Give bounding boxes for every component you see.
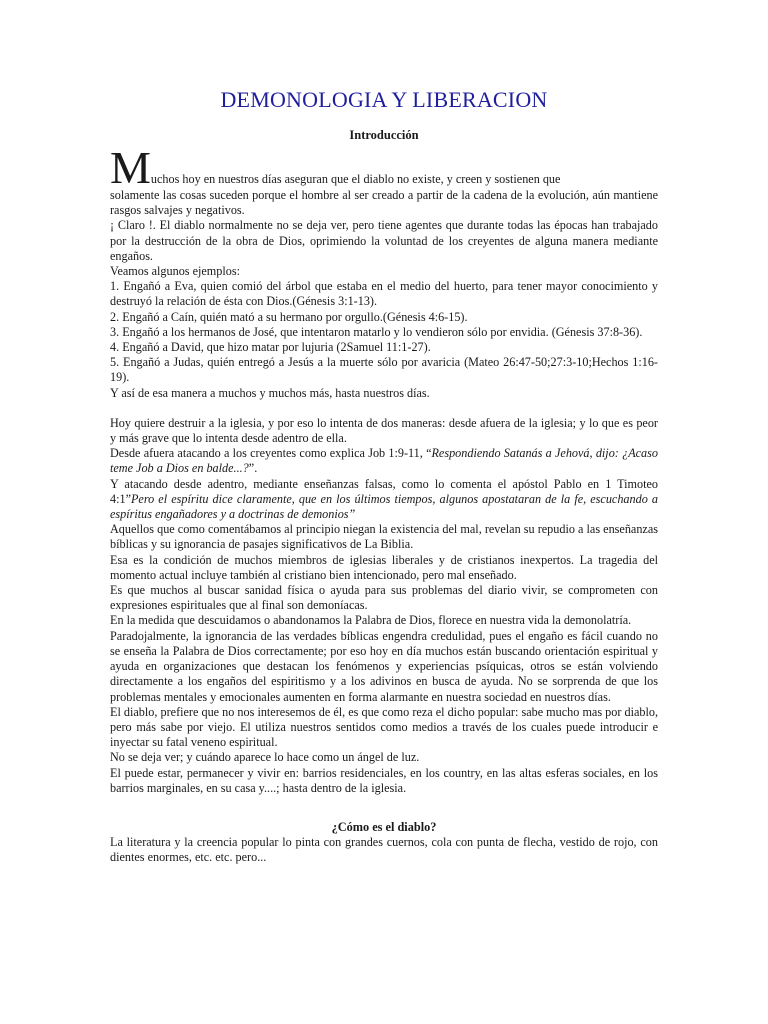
paragraph: El puede estar, permanecer y vivir en: barrios residenciales, en los country, en las altas esferas sociales, en los barrios marginales, en su casa y....; hasta dentro de la iglesia.	[110, 765, 658, 795]
drop-cap: M	[110, 142, 151, 193]
list-item: 3. Engañó a los hermanos de José, que intentaron matarlo y lo vendieron sólo por envidia. (Génesis 37:8-36).	[110, 324, 643, 339]
section-heading-como-es-el-diablo: ¿Cómo es el diablo?	[331, 819, 437, 834]
paragraph: ¡ Claro !. El diablo normalmente no se deja ver, pero tiene agentes que durante todas las épocas han trabajado por la destrucción de la obra de Dios, oprimiendo la voluntad de los creyentes de alguna manera mediante engaños.	[110, 218, 658, 263]
paragraph: Hoy quiere destruir a la iglesia, y por eso lo intenta de dos maneras: desde afuera de la iglesia; y lo que es peor y más grave que lo intenta desde adentro de ella.	[110, 415, 658, 446]
paragraph: No se deja ver; y cuándo aparece lo hace como un ángel de luz.	[110, 750, 420, 765]
quote-job: Respondiendo Satanás a Jehová, dijo: ¿Acaso teme Job a Dios en balde...?	[110, 446, 658, 476]
paragraph-timoteo-quote: Y atacando desde adentro, mediante enseñanzas falsas, como lo comenta el apóstol Pablo en 1 Timoteo 4:1”Pero el espíritu dice claramente, que en los últimos tiempos, algunos apostataran de la fe, escuchando a espíritus engañadores y a doctrinas de demonios”	[110, 476, 658, 522]
quote-timoteo: Pero el espíritu dice claramente, que en los últimos tiempos, algunos apostataran de la fe, escuchando a espíritus engañadores y a doctrinas de demonios”	[110, 491, 658, 522]
paragraph-job-quote: Desde afuera atacando a los creyentes como explica Job 1:9-11, “Respondiendo Satanás a Jehová, dijo: ¿Acaso teme Job a Dios en balde...?”.	[110, 446, 658, 476]
paragraph: En la medida que descuidamos o abandonamos la Palabra de Dios, florece en nuestra vida la demonolatría.	[110, 613, 632, 628]
intro-paragraph	[110, 142, 658, 193]
section-heading-introduccion: Introducción	[349, 128, 419, 142]
paragraph: El diablo, prefiere que no nos interesemos de él, es que como reza el dicho popular: sabe mucho mas por diablo, pero más sabe por viejo. El utiliza nuestros sentidos como medios a través de los cuales puede introducir e inyectar su fatal veneno espiritual.	[110, 704, 658, 750]
intro-first-line: uchos hoy en nuestros días aseguran que el diablo no existe, y creen y sostienen que	[150, 172, 561, 186]
paragraph: Aquellos que como comentábamos al principio niegan la existencia del mal, revelan su repudio a las enseñanzas bíblicas y su ignorancia de pasajes significativos de La Biblia.	[110, 522, 658, 552]
list-item: 1. Engañó a Eva, quien comió del árbol que estaba en el medio del huerto, para tener mayor conocimiento y destruyó la relación de ésta con Dios.(Génesis 3:1-13).	[110, 279, 658, 309]
paragraph: Esa es la condición de muchos miembros de iglesias liberales y de cristianos inexpertos. La tragedia del momento actual incluye también al cristiano bien intencionado, pero mal enseñado.	[110, 552, 658, 582]
blank-line	[110, 401, 658, 416]
list-item: 4. Engañó a David, que hizo matar por lujuria (2Samuel 11:1-27).	[110, 340, 431, 355]
list-item: 2. Engañó a Caín, quién mató a su hermano por orgullo.(Génesis 4:6-15).	[110, 309, 468, 324]
paragraph: Veamos algunos ejemplos:	[110, 264, 240, 279]
document-body	[110, 142, 658, 866]
paragraph: Paradojalmente, la ignorancia de las verdades bíblicas engendra credulidad, pues el engaño es fácil cuando no se enseña la Palabra de Dios correctamente; por eso hoy en día muchos están buscando orientación espiritual y ayuda en organizaciones que destacan los fenómenos y experiencias psíquicas, otros se están volviendo directamente a los engaños del espiritismo y a los adivinos en busca de ayuda. No se sorprenda de que los problemas mentales y emocionales aumenten en forma alarmante en nuestra sociedad en nuestros días.	[110, 628, 658, 704]
paragraph: Y así de esa manera a muchos y muchos más, hasta nuestros días.	[110, 385, 430, 400]
paragraph: La literatura y la creencia popular lo pinta con grandes cuernos, cola con punta de flecha, vestido de rojo, con dientes enormes, etc. etc. pero...	[110, 835, 658, 865]
paragraph: Es que muchos al buscar sanidad física o ayuda para sus problemas del diario vivir, se comprometen con expresiones espirituales que al final son demoníacas.	[110, 583, 658, 613]
intro-rest: solamente las cosas suceden porque el hombre al ser creado a partir de la cadena de la evolución, aún mantiene rasgos salvajes y negativos.	[110, 188, 658, 218]
document-title: DEMONOLOGIA Y LIBERACION	[220, 87, 548, 112]
list-item: 5. Engañó a Judas, quién entregó a Jesús a la muerte sólo por avaricia (Mateo 26:47-50;27:3-10;Hechos 1:16-19).	[110, 355, 658, 385]
